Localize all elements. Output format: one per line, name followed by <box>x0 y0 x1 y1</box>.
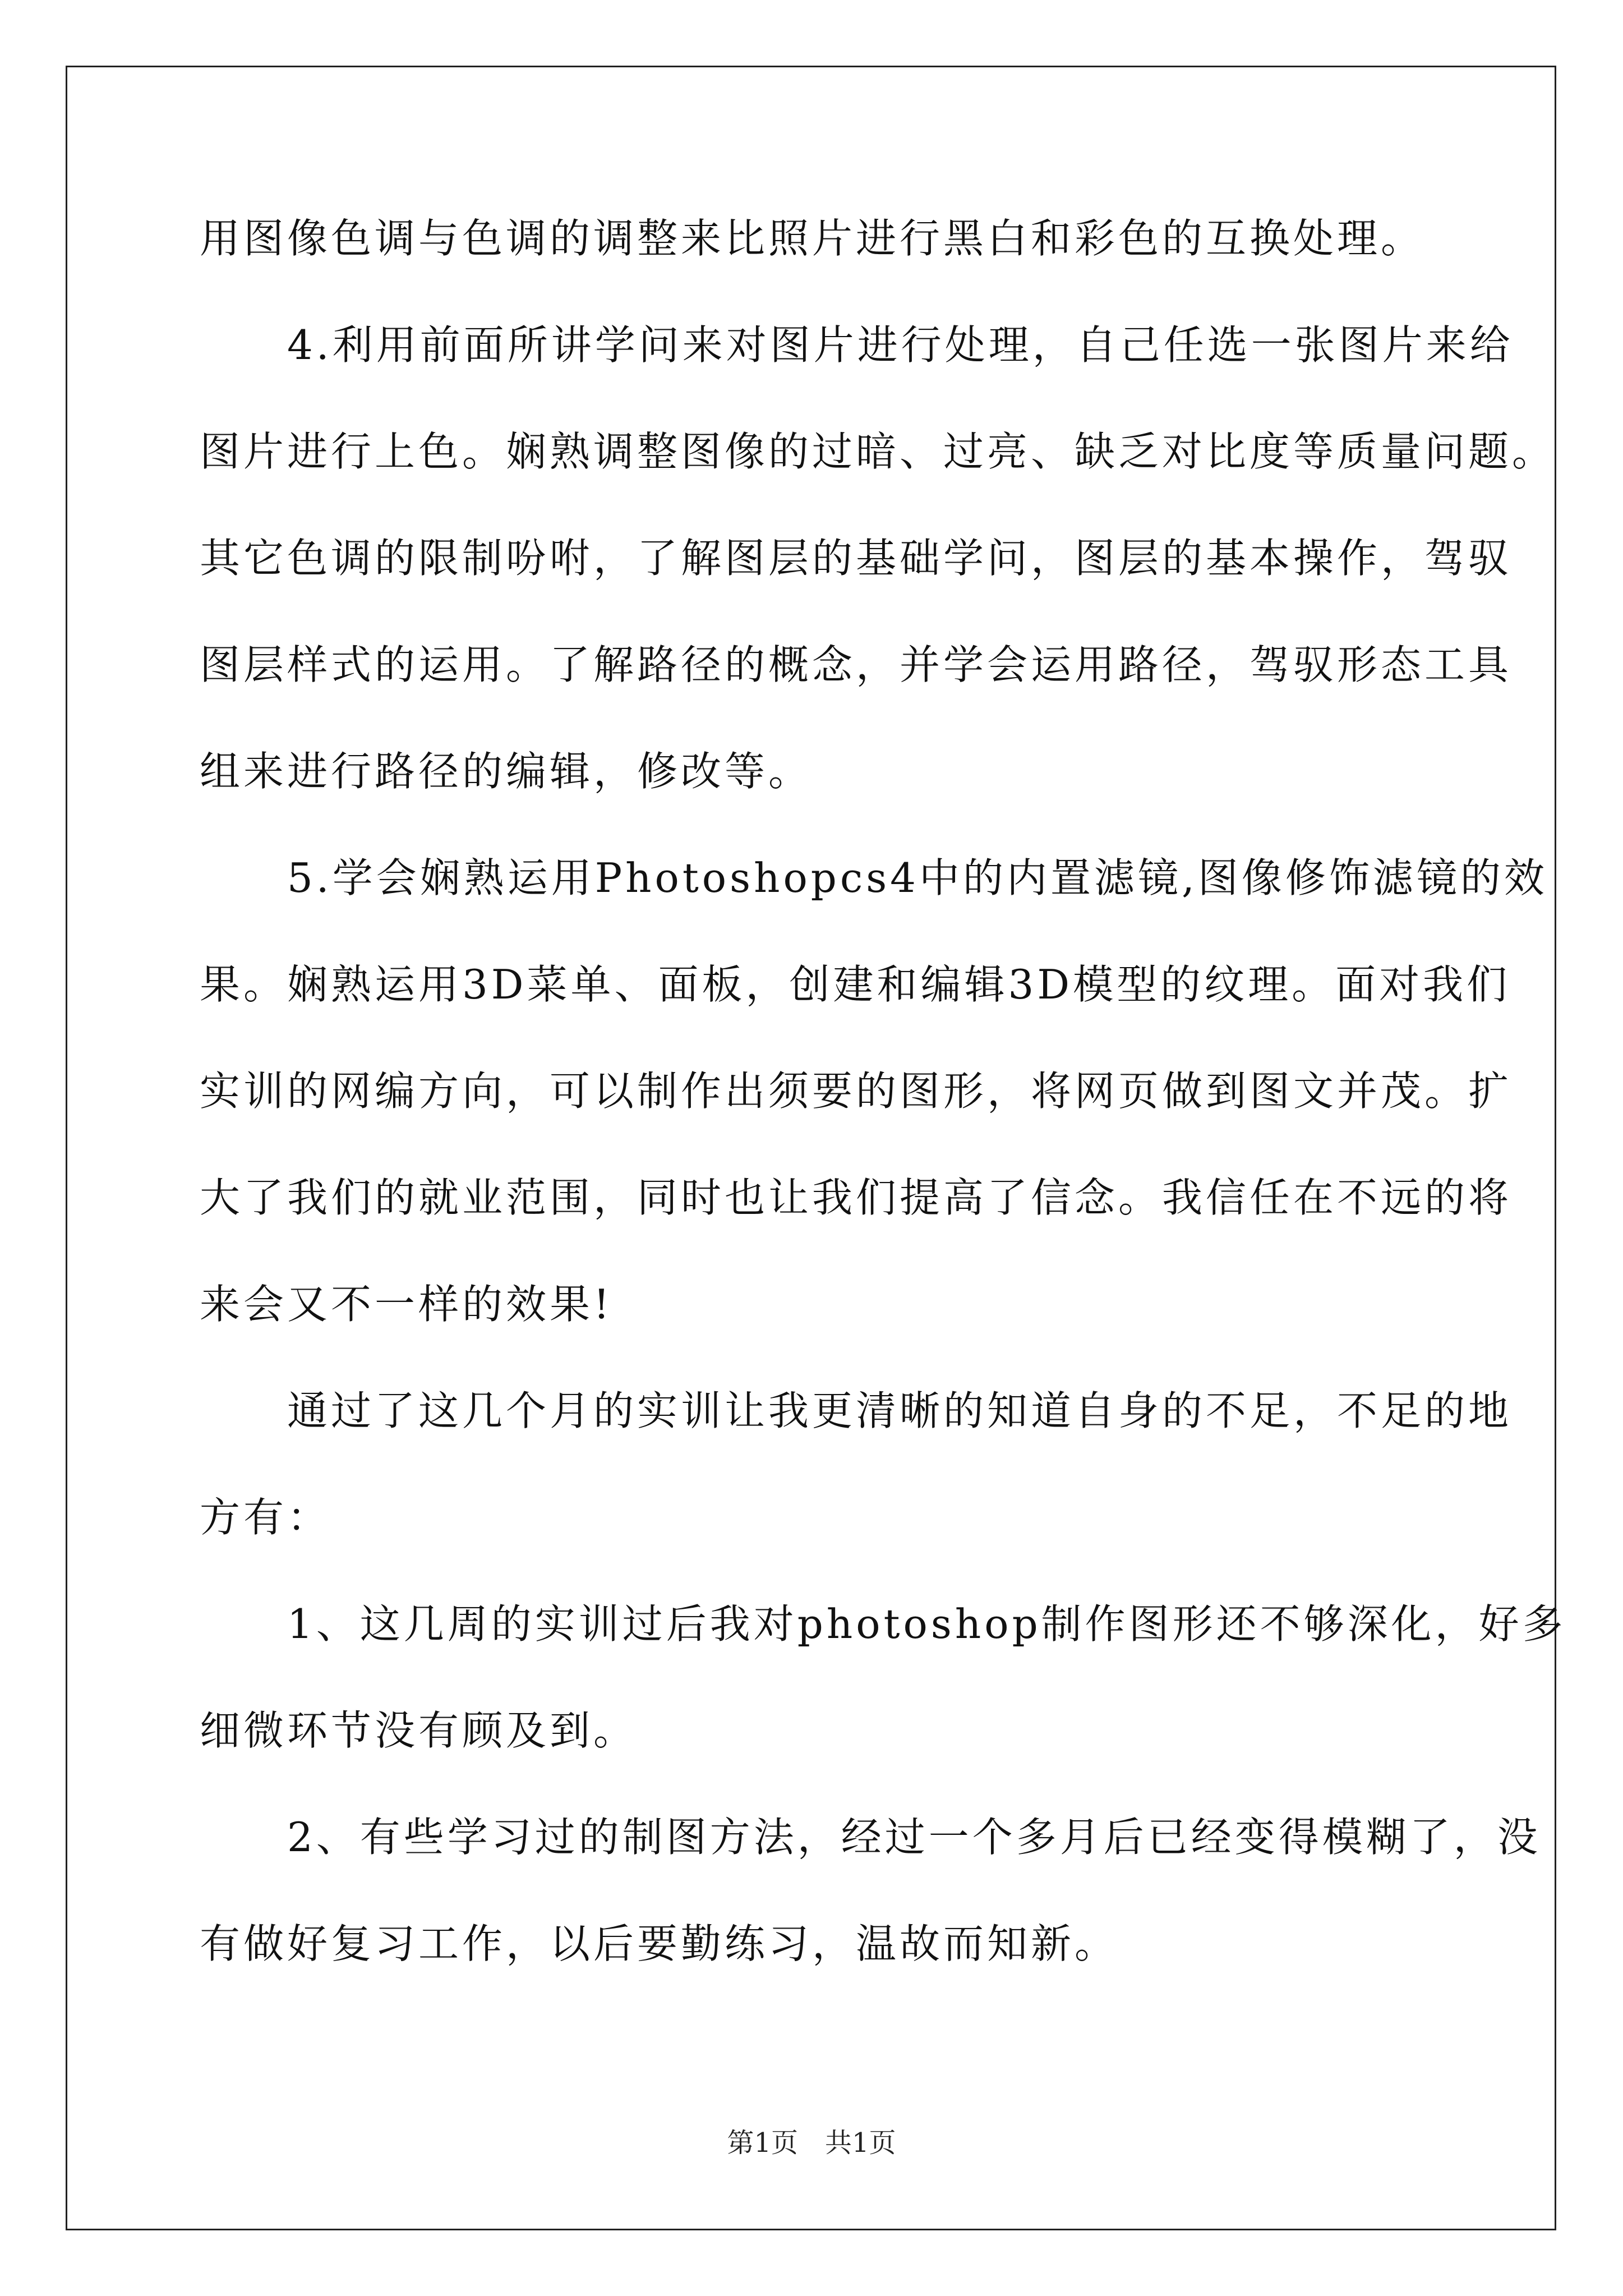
text-line: 果。娴熟运用3D菜单、面板，创建和编辑3D模型的纹理。面对我们 <box>200 961 1511 1008</box>
text-line: 通过了这几个月的实训让我更清晰的知道自身的不足，不足的地 <box>200 1387 1513 1434</box>
text-line: 其它色调的限制吩咐，了解图层的基础学问，图层的基本操作，驾驭 <box>200 535 1513 582</box>
page-footer: 第1页 共1页 <box>727 2127 896 2159</box>
page-border <box>66 66 1556 2230</box>
text-line: 5.学会娴熟运用Photoshopcs4中的内置滤镜,图像修饰滤镜的效 <box>200 854 1548 901</box>
text-line: 细微环节没有顾及到。 <box>200 1707 638 1754</box>
text-line: 大了我们的就业范围，同时也让我们提高了信念。我信任在不远的将 <box>200 1174 1513 1221</box>
text-line: 组来进行路径的编辑，修改等。 <box>200 748 813 795</box>
text-line: 图层样式的运用。了解路径的概念，并学会运用路径，驾驭形态工具 <box>200 641 1513 688</box>
text-line: 来会又不一样的效果! <box>200 1281 613 1328</box>
text-line: 1、这几周的实训过后我对photoshop制作图形还不够深化，好多 <box>200 1600 1566 1648</box>
text-line: 2、有些学习过的制图方法，经过一个多月后已经变得模糊了，没 <box>200 1814 1541 1861</box>
text-line: 4.利用前面所讲学问来对图片进行处理，自己任选一张图片来给 <box>200 321 1514 369</box>
text-line: 方有： <box>200 1494 331 1541</box>
text-line: 图片进行上色。娴熟调整图像的过暗、过亮、缺乏对比度等质量问题。 <box>200 428 1556 475</box>
text-line: 实训的网编方向，可以制作出须要的图形，将网页做到图文并茂。扩 <box>200 1068 1513 1115</box>
text-line: 用图像色调与色调的调整来比照片进行黑白和彩色的互换处理。 <box>200 215 1425 262</box>
text-line: 有做好复习工作，以后要勤练习，温故而知新。 <box>200 1920 1119 1967</box>
